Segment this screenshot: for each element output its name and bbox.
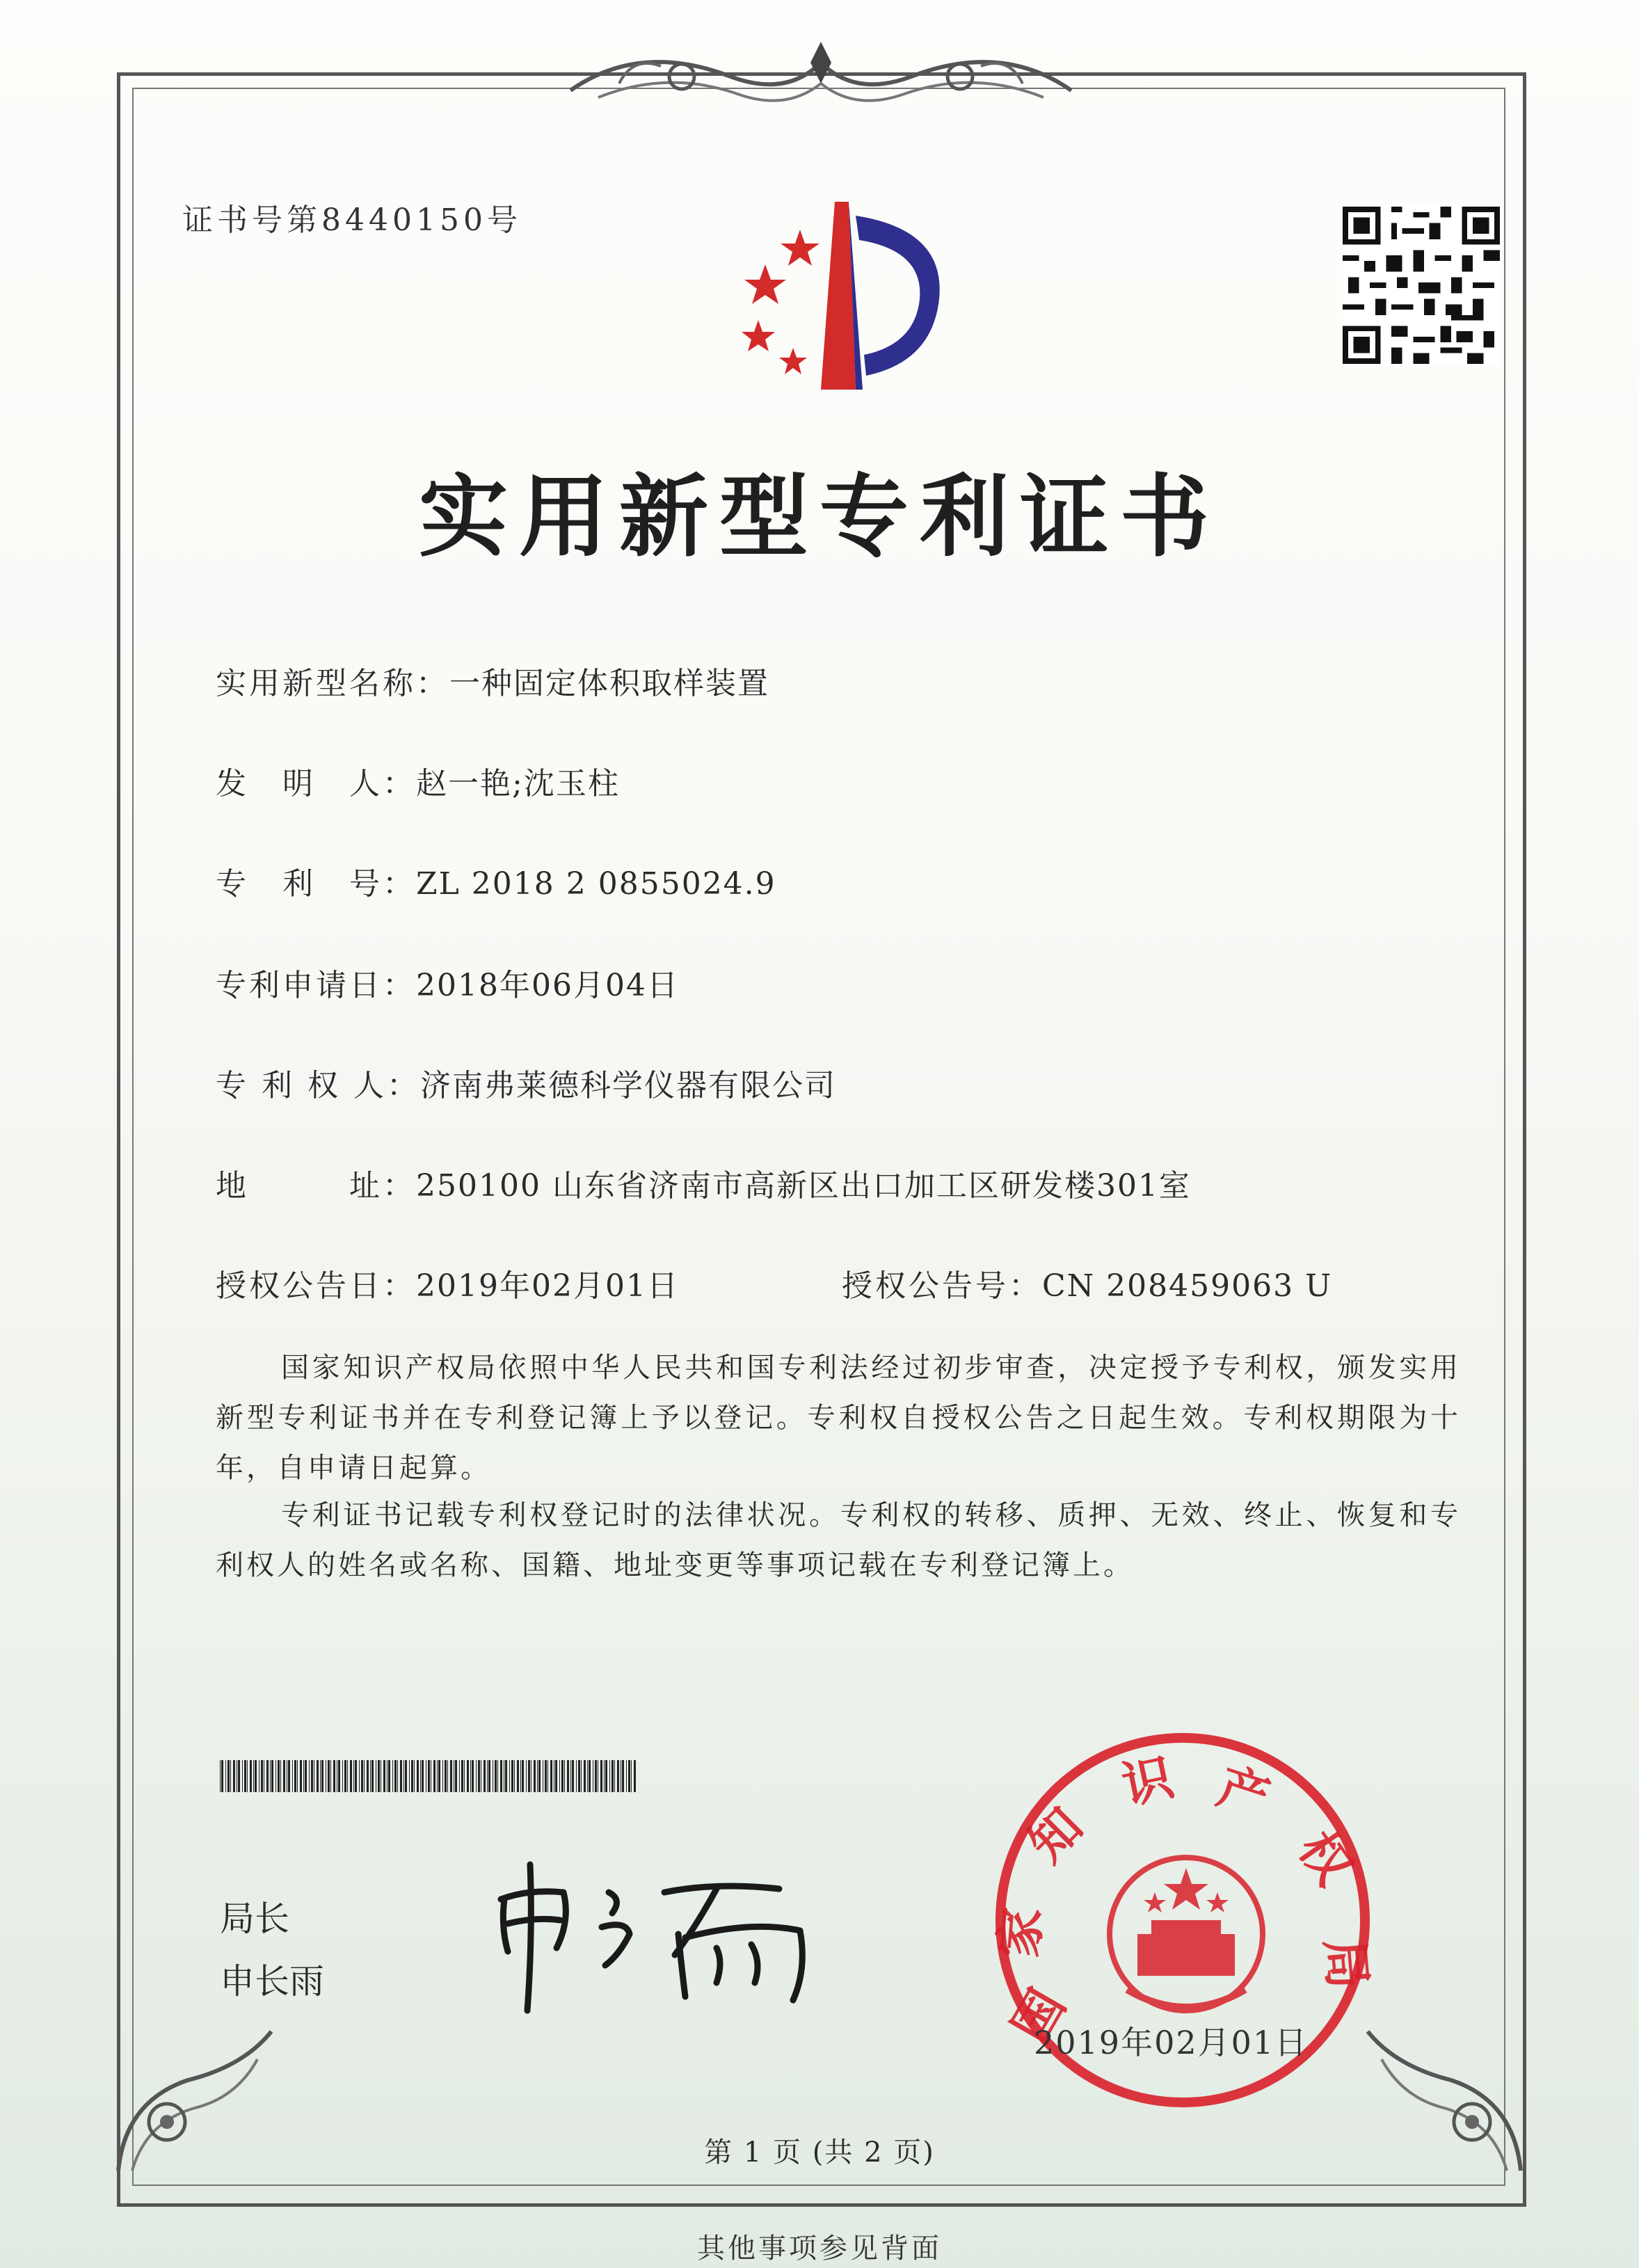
grant-statement-paragraph: 国家知识产权局依照中华人民共和国专利法经过初步审查，决定授予专利权，颁发实用新型专利证书并在专利登记簿上予以登记。专利权自授权公告之日起生效。专利权期限为十年，自申请日起算。 [216, 1352, 1461, 1484]
certificate-title: 实用新型专利证书 [418, 465, 1220, 569]
utility-model-name-row [216, 658, 769, 703]
grant-number-row [842, 1261, 1332, 1305]
utility-model-name-value: 一种固定体积取样装置 [449, 666, 769, 701]
inventor-label: 发 明 人： [216, 766, 416, 801]
grant-date-value: 2019年02月01日 [416, 1268, 679, 1304]
address-row [216, 1160, 1191, 1205]
address-value: 250100 山东省济南市高新区出口加工区研发楼301室 [416, 1168, 1191, 1204]
grant-date-label: 授权公告日： [216, 1268, 416, 1304]
svg-text:局: 局 [1314, 1936, 1377, 1992]
patent-number-row [216, 859, 776, 903]
svg-text:权: 权 [1287, 1821, 1364, 1896]
footer-note: 其他事项参见背面 [697, 2233, 942, 2265]
svg-text:识: 识 [1117, 1747, 1178, 1816]
address-label: 地 址： [216, 1168, 416, 1204]
svg-text:知: 知 [1017, 1796, 1094, 1874]
svg-text:国: 国 [1000, 1979, 1077, 2052]
filing-date-label: 专利申请日： [216, 968, 416, 1003]
grant-date-row [216, 1261, 679, 1305]
cnipa-emblem-icon [717, 188, 974, 397]
utility-model-name-label: 实用新型名称： [216, 666, 449, 701]
patentee-label: 专 利 权 人： [216, 1068, 420, 1103]
certificate-number: 证书号第8440150号 [182, 202, 522, 238]
inventor-value: 赵一艳;沈玉柱 [416, 766, 620, 801]
director-title: 局长 [220, 1899, 289, 1939]
svg-text:产: 产 [1210, 1757, 1277, 1828]
inventor-row [216, 758, 620, 803]
filing-date-value: 2018年06月04日 [416, 968, 679, 1003]
grant-number-value: CN 208459063 U [1042, 1268, 1333, 1304]
filing-date-row [216, 960, 679, 1005]
top-ornament-icon [557, 28, 1085, 125]
director-signature-icon [487, 1851, 849, 2018]
page-number: 第 1 页 (共 2 页) [704, 2137, 935, 2169]
patent-number-value: ZL 2018 2 0855024.9 [416, 866, 776, 902]
seal-date: 2019年02月01日 [1034, 2024, 1309, 2061]
legal-status-paragraph: 专利证书记载专利权登记时的法律状况。专利权的转移、质押、无效、终止、恢复和专利权人的姓名或名称、国籍、地址变更等事项记载在专利登记簿上。 [216, 1499, 1461, 1581]
qr-code-icon [1343, 205, 1500, 366]
svg-text:家: 家 [989, 1905, 1053, 1960]
patentee-value: 济南弗莱德科学仪器有限公司 [419, 1068, 836, 1103]
barcode-icon [220, 1760, 641, 1792]
patent-number-label: 专 利 号： [216, 866, 416, 902]
patentee-row [216, 1060, 836, 1105]
grant-number-label: 授权公告号： [842, 1268, 1042, 1304]
director-name: 申长雨 [220, 1961, 324, 2002]
